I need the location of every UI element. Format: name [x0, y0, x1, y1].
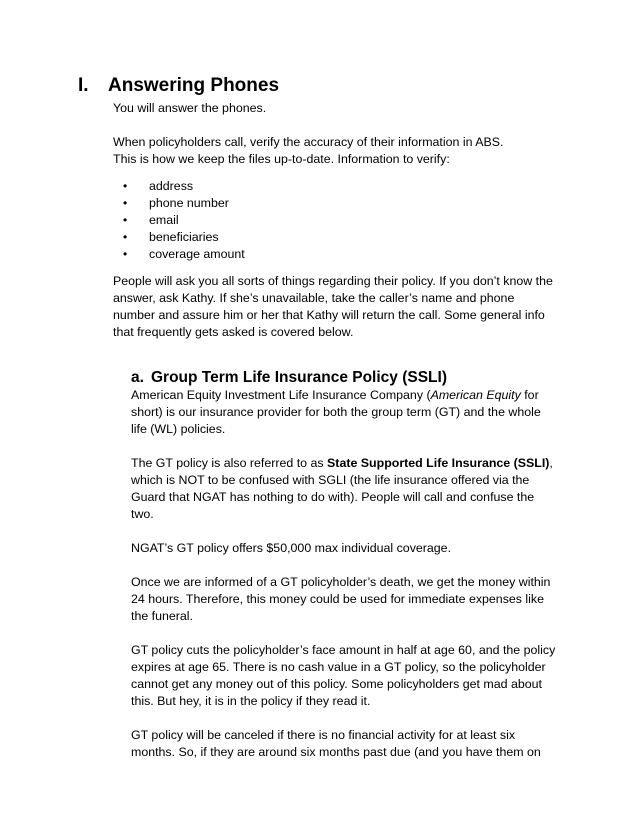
- bullet-icon: •: [123, 230, 128, 244]
- subsection-body: [131, 387, 581, 778]
- verify-line-1: When policyholders call, verify the accuracy of their information in ABS.: [113, 135, 504, 149]
- subsection-number: a.: [131, 369, 144, 386]
- subsection-heading: [131, 368, 447, 388]
- list-item: • phone number: [123, 196, 229, 210]
- list-item: • address: [123, 179, 194, 193]
- death-benefit-paragraph: Once we are informed of a GT policyholder’s death, we get the money within 24 hours. Therefore, this money could be used for immediate expenses like the funeral.: [131, 575, 551, 623]
- section-body: [113, 100, 583, 341]
- list-item: • beneficiaries: [123, 230, 219, 244]
- coverage-paragraph: NGAT’s GT policy offers $50,000 max individual coverage.: [131, 541, 452, 555]
- intro-paragraph: You will answer the phones.: [113, 101, 267, 115]
- ssli-term: State Supported Life Insurance (SSLI): [327, 456, 550, 470]
- bullet-icon: •: [123, 213, 128, 227]
- verify-list: [113, 178, 583, 263]
- bullet-icon: •: [123, 247, 128, 261]
- list-item: • email: [123, 213, 179, 227]
- bullet-icon: •: [123, 196, 128, 210]
- verify-line-2: This is how we keep the files up-to-date. Information to verify:: [113, 152, 450, 166]
- cancellation-paragraph: GT policy will be canceled if there is no financial activity for at least six months. So, if they are around six months past due (and you have them on: [131, 728, 541, 759]
- bullet-icon: •: [123, 179, 128, 193]
- subsection-title: Group Term Life Insurance Policy (SSLI): [151, 369, 447, 386]
- insurer-paragraph: American Equity Investment Life Insurance Company (American Equity for short) is our insurance provider for both the group term (GT) and the whole life (WL) policies.: [131, 388, 541, 436]
- insurer-short-name: American Equity: [430, 388, 521, 402]
- ask-paragraph: People will ask you all sorts of things regarding their policy. If you don’t know the answer, ask Kathy. If she’s unavailable, take the caller’s name and phone number and assure him or her that Kathy will return the call. Some general info that frequently gets asked is covered below.: [113, 274, 553, 339]
- face-amount-paragraph: GT policy cuts the policyholder’s face amount in half at age 60, and the policy expires at age 65. There is no cash value in a GT policy, so the policyholder cannot get any money out of this policy. Some policyholders get mad about this. But hey, it is in the policy if they read it.: [131, 643, 556, 708]
- section-number: I.: [78, 75, 89, 96]
- section-heading: [78, 74, 279, 98]
- ssli-paragraph: The GT policy is also referred to as State Supported Life Insurance (SSLI), which is NOT to be confused with SGLI (the life insurance offered via the Guard that NGAT has nothing to do with). People will call and confuse the two.: [131, 456, 553, 521]
- section-title: Answering Phones: [108, 75, 280, 96]
- list-item: • coverage amount: [123, 247, 245, 261]
